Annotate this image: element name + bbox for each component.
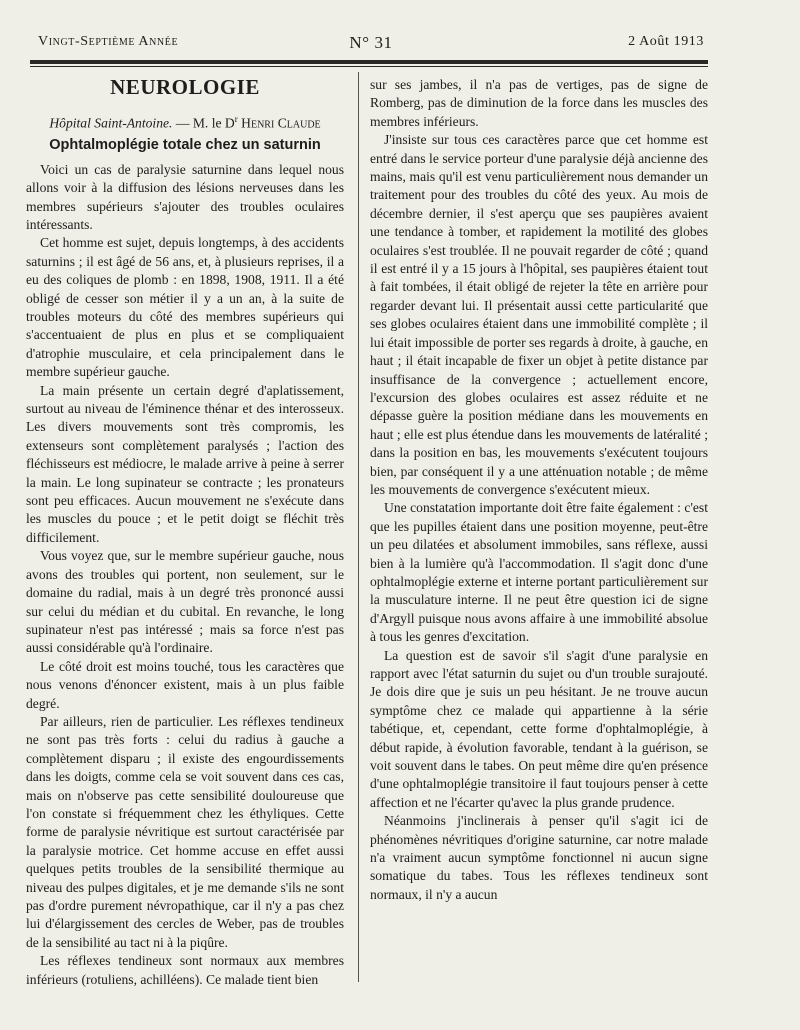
byline-author: Henri Claude — [237, 115, 321, 131]
left-column — [26, 76, 344, 989]
paragraph: La main présente un certain degré d'aplatissement, surtout au niveau de l'éminence thénar et des interosseux. Les divers mouvements sont très compromis, les extenseurs sont complètement paralysés ; l'action des fléchisseurs est médiocre, le malade arrive à peine à serrer la main. Le long supinateur se contracte ; les pronateurs sont peu efficaces. Aucun mouvement ne s'exécute dans les muscles du pouce ; et le petit doigt se fléchit très difficilement. — [26, 382, 344, 545]
paragraph: Par ailleurs, rien de particulier. Les réflexes tendineux ne sont pas très forts : celui du radius à gauche a complètement disparu ; il existe des engourdissements dans les doigts, comme cela se voit souvent dans ces cas, mais on n'observe pas cette sensibilité douloureuse que l'on constate si fréquemment chez les éthyliques. Cette forme de paralysie névritique est surtout caractérisée par la paralysie motrice. Cet homme accuse en effet aussi quelques petits troubles de la sensibilité thermique au niveau des pulpes digitales, et je me demande s'ils ne sont pas d'ordre purement névropathique, car il n'y a pas chez lui d'élargissement des cercles de Weber, pas de troubles de la sensibilité au tact ni à la piqûre. — [26, 713, 344, 950]
volume-label: Vingt-Septième Année — [38, 34, 179, 49]
paragraph: Le côté droit est moins touché, tous les caractères que nous venons d'énoncer existent, mais à un plus faible degré. — [26, 658, 344, 711]
section-title: NEUROLOGIE — [110, 75, 260, 99]
byline-sup: r — [234, 114, 238, 125]
byline-place: Hôpital Saint-Antoine. — [49, 115, 173, 131]
paragraph: Vous voyez que, sur le membre supérieur gauche, nous avons des troubles qui portent, non seulement, sur le domaine du radial, mais à un degré très prononcé aussi sur celui du médian et du cubital. En revanche, le long supinateur n'est pas intéressé ; mais sa force n'est pas aussi considérable qu'à l'ordinaire. — [26, 548, 344, 656]
running-header — [38, 34, 704, 56]
paragraph: Cet homme est sujet, depuis longtemps, à des accidents saturnins ; il est âgé de 56 ans, et, à plusieurs reprises, il a eu des coliques de plomb : en 1898, 1908, 1911. Il a été obligé de cesser son métier il y a un an, à la suite de troubles moteurs du côté des membres supérieurs qui s'accentuaient de plus en plus et se compliquaient d'atrophie musculaire, et cela principalement dans le membre supérieur gauche. — [26, 235, 344, 380]
paragraph: Néanmoins j'inclinerais à penser qu'il s'agit ici de phénomènes névritiques d'origine saturnine, car notre malade n'a vraiment aucun symptôme fonctionnel ni aucun signe somatique du tabes. Tous les réflexes tendineux sont normaux, il n'y a aucun — [370, 813, 708, 902]
issue-number: N° 31 — [349, 33, 393, 52]
paragraph: Une constatation importante doit être faite également : c'est que les pupilles étaient dans une position moyenne, peut-être un peu dilatées et absolument immobiles, sans réflexe, aussi bien à la lumière qu'à l'accommodation. Il s'agit donc d'une ophtalmoplégie externe et interne portant particulièrement sur la musculature interne. Il ne peut être question ici de signe d'Argyll puisque nous avons affaire à une immobilité absolue à tous les genres d'excitation. — [370, 500, 708, 645]
byline-separator: — M. le D — [172, 115, 235, 131]
byline — [26, 110, 344, 133]
paragraph: J'insiste sur tous ces caractères parce que cet homme est entré dans le service porteur d'une paralysie déjà ancienne des mains, mais qu'il est venu particulièrement nous demander un traitement pour des troubles du côté des yeux. Au mois de décembre dernier, il s'est aperçu que ses paupières avaient une tendance à tomber, et rapidement la motilité des globes oculaires s'est troublée. Il ne pouvait regarder de côté ; quand il est entré il y a 15 jours à l'hôpital, ses paupières étaient tout à fait tombées, il était obligé de rejeter la tête en arrière pour regarder devant lui. Il présentait aussi cette particularité que ses globes oculaires étaient dans une immobilité complète ; il lui était impossible de porter ses regards à droite, à gauche, en haut ; il était incapable de fixer un objet à petite distance par insuffisance de la convergence ; actuellement encore, l'excursion des globes oculaires est assez réduite et ne dépasse guère la position médiane dans les mouvements en haut ; elle est plus étendue dans les mouvements de latéralité ; dans la position en bas, les mouvements s'exécutent toujours bien, par conséquent il y a une atténuation notable ; de même les mouvements de convergence s'exécutent mieux. — [370, 132, 708, 497]
paragraph: Voici un cas de paralysie saturnine dans lequel nous allons voir à la diffusion des lésions nerveuses dans les membres supérieurs s'ajouter des troubles oculaires intéressants. — [26, 161, 344, 232]
column-divider — [358, 72, 359, 982]
article-title: Ophtalmoplégie totale chez un saturnin — [49, 137, 321, 154]
right-column — [370, 76, 708, 904]
issue-date: 2 Août 1913 — [628, 34, 704, 49]
paragraph-continued: sur ses jambes, il n'a pas de vertiges, pas de signe de Romberg, pas de diminution de la force dans les muscles des membres inférieurs. — [370, 77, 708, 129]
paragraph: La question est de savoir s'il s'agit d'une paralysie en rapport avec l'état saturnin du sujet ou d'un trouble surajouté. Je dois dire que je suis un peu hésitant. Je ne trouve aucun symptôme chez ce malade qui appartienne à la série tabétique, et, cependant, cette forme d'ophtalmoplégie, à début rapide, à évolution favorable, tendant à la guérison, se voit souvent dans le tabes. On peut même dire qu'en présence d'une ophtalmoplégie transitoire il faut toujours penser à cette affection et ne l'écarter qu'avec la plus grande prudence. — [370, 647, 708, 810]
header-rule-thick — [30, 60, 708, 64]
header-rule-thin — [30, 66, 708, 67]
paragraph: Les réflexes tendineux sont normaux aux membres inférieurs (rotuliens, achilléens). Ce malade tient bien — [26, 953, 344, 987]
